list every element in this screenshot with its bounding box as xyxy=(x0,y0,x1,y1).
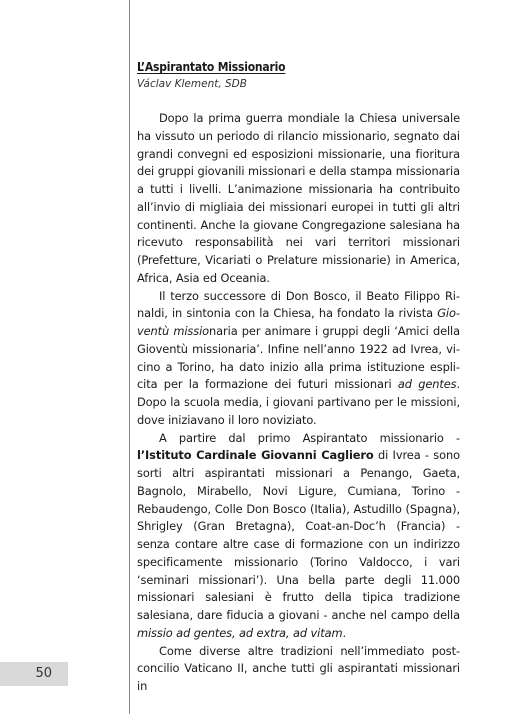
italic-run: missio ad gentes, ad extra, ad vitam xyxy=(137,625,343,640)
paragraph xyxy=(137,110,460,288)
text-run: naria per animare i gruppi degli ‘Amici della Gioventù missionaria’. Infine nell’anno 1922 ad Ivrea, vicino a Torino, ha dato inizio alla prima istituzione esplicita per la formazione dei futuri missionari xyxy=(137,324,460,392)
article-title: L’Aspirantato Missionario xyxy=(137,60,286,74)
text-run: . xyxy=(342,625,346,640)
text-run: . Dopo la scuola media, i giovani partivano per le missioni, dove iniziavano il loro noviziato. xyxy=(137,377,460,427)
paragraph xyxy=(137,643,460,696)
bold-run: l’Istituto Cardinale Giovanni Cagliero xyxy=(137,448,374,463)
paragraph xyxy=(137,430,460,643)
text-run: Dopo la prima guerra mondiale la Chiesa universale ha vissuto un periodo di rilancio missionario, segnato dai grandi convegni ed esposizioni missionarie, una fioritura dei gruppi giovanili missionari e della stampa missionaria a tutti i livelli. L’animazione missionaria ha contribuito all’invio di migliaia dei missionari europei in tutti gli altri continenti. Anche la giovane Congregazione salesiana ha ricevuto responsabilità nei vari territori missionari (Prefetture, Vicariati o Prelature missionarie) in America, Africa, Asia ed Oceania. xyxy=(137,111,460,285)
italic-run: ad gentes xyxy=(397,377,457,392)
paragraph xyxy=(137,288,460,430)
text-run: Il terzo successore di Don Bosco, il Beato Filippo Rinaldi, in sintonia con la Chiesa, ha fondato la rivista xyxy=(137,288,460,321)
text-run: A partire dal primo Aspirantato missionario - xyxy=(159,430,460,445)
page-number: 50 xyxy=(35,666,52,681)
article-author: Václav Klement, SDB xyxy=(137,78,247,90)
article-body xyxy=(137,110,460,696)
text-run: Come diverse altre tradizioni nell’immediato post-concilio Vaticano II, anche tutti gli aspirantati missionari in xyxy=(137,643,460,693)
margin-rule xyxy=(129,0,130,714)
article xyxy=(137,60,460,696)
italic-run: Gioventù missio xyxy=(137,306,460,338)
text-run: di Ivrea - sono sorti altri aspirantati missionari a Penango, Gaeta, Bagnolo, Mirabello, Novi Ligure, Cumiana, Torino - Rebaudengo, Colle Don Bosco (Italia), Astudillo (Spagna), Shrigley (Gran Bretagna), Coat-an-Doc’h (Francia) - senza contare altre case di formazione con un indirizzo specificamente missionario (Torino Valdocco, i vari ‘seminari missionari’). Una bella parte degli 11.000 missionari salesiani è frutto della tipica tradizione salesiana, dare fiducia a giovani - anche nel campo della xyxy=(137,448,460,622)
page-number-box xyxy=(0,662,68,686)
